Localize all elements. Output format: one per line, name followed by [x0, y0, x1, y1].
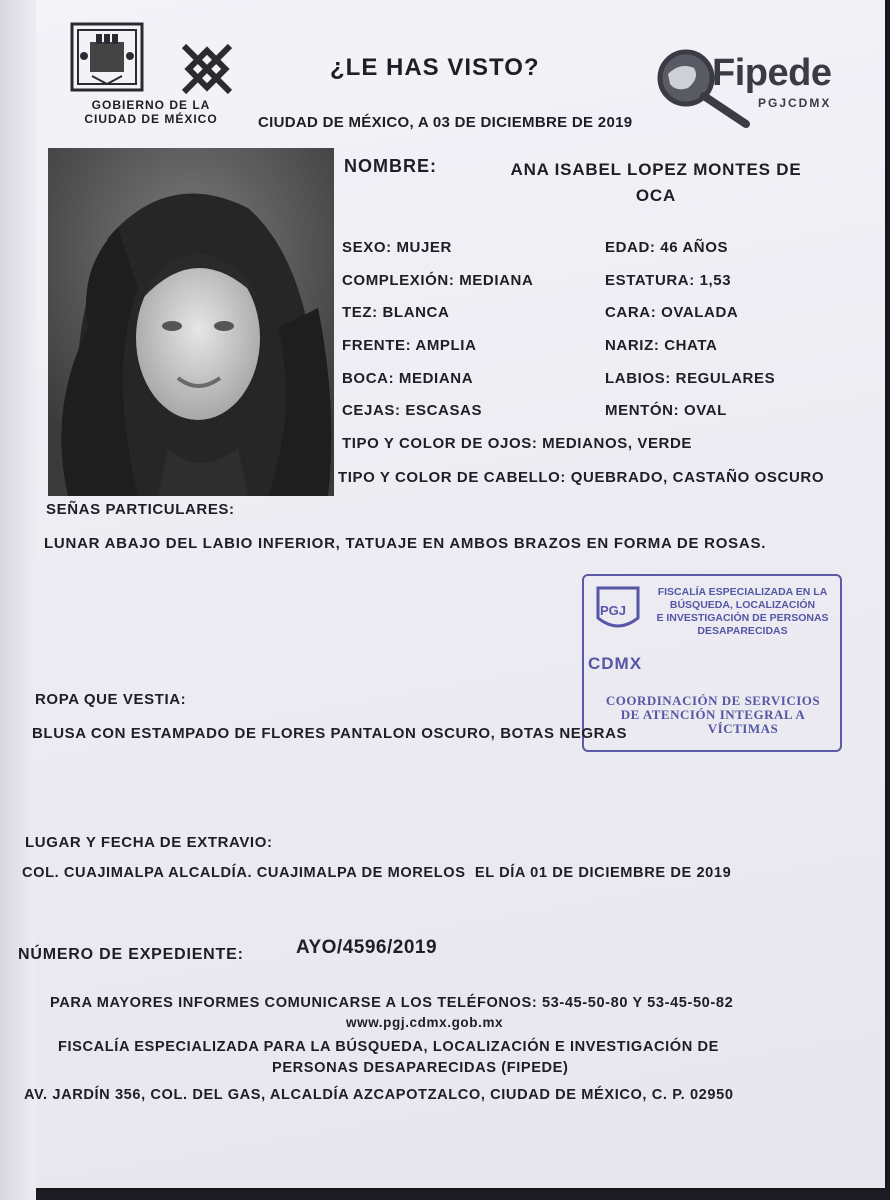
estatura-field: ESTATURA: 1,53 [605, 272, 732, 289]
coat-of-arms-icon [70, 22, 144, 92]
gobierno-cdmx-label [60, 98, 242, 126]
nombre-label: NOMBRE: [344, 156, 437, 176]
coord-line1: COORDINACIÓN DE SERVICIOS [605, 693, 821, 708]
complexion-field: COMPLEXIÓN: MEDIANA [342, 272, 534, 289]
expediente-value: AYO/4596/2019 [296, 937, 438, 958]
stamp-pgj: PGJ [600, 603, 627, 618]
footer-website: www.pgj.cdmx.gob.mx [346, 1015, 504, 1030]
ropa-label: ROPA QUE VESTIA: [35, 691, 187, 708]
lugar-value: COL. CUAJIMALPA ALCALDÍA. CUAJIMALPA DE MORELOS EL DÍA 01 DE DICIEMBRE DE 2019 [22, 865, 732, 881]
fipede-logo-text: Fipede [712, 52, 832, 94]
boca-field: BOCA: MEDIANA [342, 370, 474, 387]
page-title: ¿LE HAS VISTO? [330, 54, 540, 81]
footer-address: AV. JARDÍN 356, COL. DEL GAS, ALCALDÍA AZCAPOTZALCO, CIUDAD DE MÉXICO, C. P. 02950 [24, 1087, 734, 1103]
stamp-line3: E INVESTIGACIÓN DE PERSONAS [656, 612, 829, 624]
nombre-line2: OCA [635, 186, 677, 205]
sexo-field: SEXO: MUJER [342, 239, 452, 256]
edad-field: EDAD: 46 AÑOS [605, 239, 729, 256]
stamp-cdmx: CDMX [588, 654, 643, 673]
footer-telefonos: PARA MAYORES INFORMES COMUNICARSE A LOS TELÉFONOS: 53-45-50-80 Y 53-45-50-82 [50, 995, 734, 1011]
cabello-field: TIPO Y COLOR DE CABELLO: QUEBRADO, CASTAÑO OSCURO [338, 469, 825, 486]
paper-edge-shadow [0, 0, 36, 1200]
footer-fipede: PERSONAS DESAPARECIDAS (FIPEDE) [272, 1060, 569, 1076]
city-date: CIUDAD DE MÉXICO, A 03 DE DICIEMBRE DE 2019 [258, 114, 633, 131]
gobierno-line2: CIUDAD DE MÉXICO [84, 112, 218, 126]
expediente-label: NÚMERO DE EXPEDIENTE: [18, 946, 244, 963]
coord-line2: DE ATENCIÓN INTEGRAL A [620, 707, 806, 722]
footer-fiscalia: FISCALÍA ESPECIALIZADA PARA LA BÚSQUEDA, LOCALIZACIÓN E INVESTIGACIÓN DE [58, 1039, 720, 1055]
frente-field: FRENTE: AMPLIA [342, 337, 477, 354]
ojos-field: TIPO Y COLOR DE OJOS: MEDIANOS, VERDE [342, 435, 693, 452]
pgj-logo-text: PGJCDMX [758, 96, 832, 110]
senas-value: LUNAR ABAJO DEL LABIO INFERIOR, TATUAJE EN AMBOS BRAZOS EN FORMA DE ROSAS. [44, 535, 767, 552]
cara-field: CARA: OVALADA [605, 304, 739, 321]
labios-field: LABIOS: REGULARES [605, 370, 776, 387]
missing-person-photo [48, 148, 334, 496]
gobierno-line1: GOBIERNO DE LA [91, 98, 211, 112]
nombre-value [476, 157, 836, 209]
senas-label: SEÑAS PARTICULARES: [46, 501, 235, 518]
cdmx-logo-icon [172, 38, 242, 100]
ropa-value: BLUSA CON ESTAMPADO DE FLORES PANTALON OSCURO, BOTAS NEGRAS [32, 725, 628, 742]
tez-field: TEZ: BLANCA [342, 304, 450, 321]
lugar-label: LUGAR Y FECHA DE EXTRAVIO: [25, 834, 273, 851]
nombre-line1: ANA ISABEL LOPEZ MONTES DE [510, 160, 802, 179]
stamp-line2: BÚSQUEDA, LOCALIZACIÓN [669, 599, 816, 611]
coord-line3: VÍCTIMAS [707, 721, 779, 736]
nariz-field: NARIZ: CHATA [605, 337, 718, 354]
cejas-field: CEJAS: ESCASAS [342, 402, 483, 419]
stamp-line4: DESAPARECIDAS [697, 625, 788, 637]
stamp-line1: FISCALÍA ESPECIALIZADA EN LA [657, 586, 828, 598]
portrait-image [48, 148, 334, 496]
stamp-heading [650, 586, 835, 638]
menton-field: MENTÓN: OVAL [605, 402, 727, 419]
